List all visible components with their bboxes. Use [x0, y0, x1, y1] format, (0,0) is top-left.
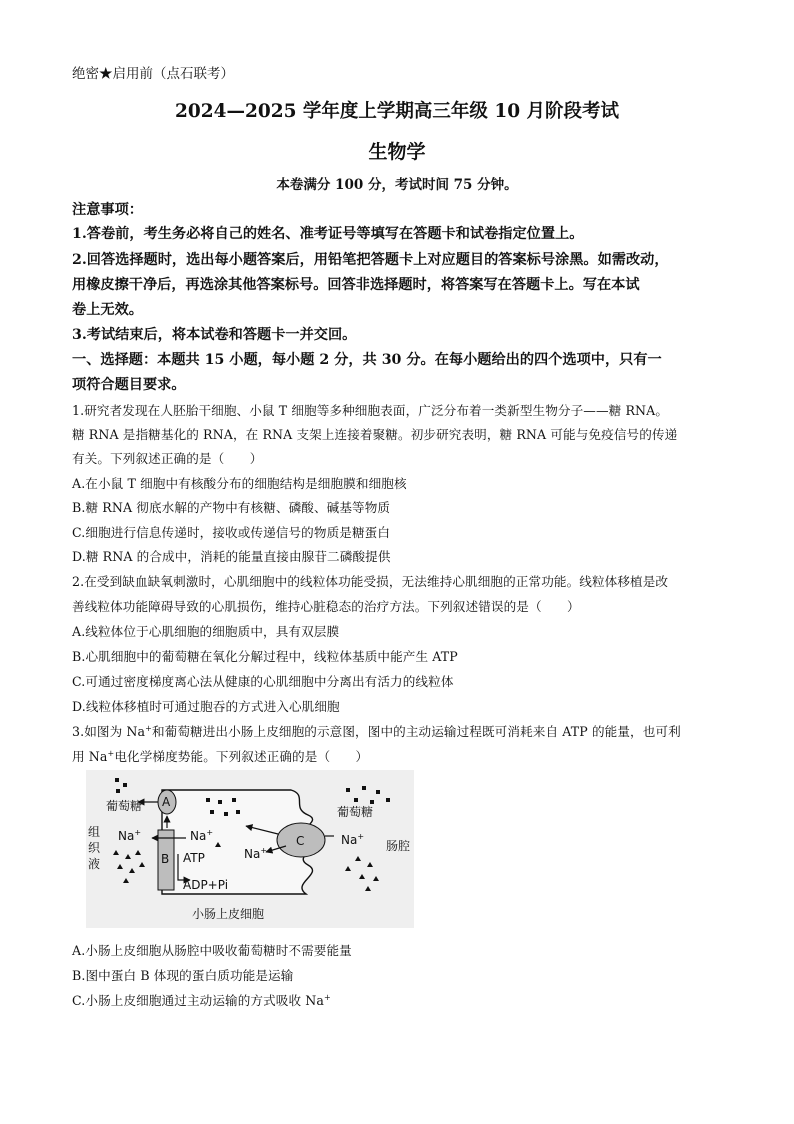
q1-stem-line-2: 糖 RNA 是指糖基化的 RNA，在 RNA 支架上连接着聚糖。初步研究表明，糖 RNA 可能与免疫信号的传递: [72, 427, 678, 442]
q1-stem-line-3: 有关。下列叙述正确的是（ ）: [72, 451, 263, 466]
q2-option-a: A.线粒体位于心肌细胞的细胞质中，具有双层膜: [72, 624, 340, 639]
note-2-line-2: 用橡皮擦干净后，再选涂其他答案标号。回答非选择题时，将答案写在答题卡上。写在本试: [72, 277, 640, 293]
glucose-right-label: 葡萄糖: [337, 805, 374, 819]
q2-option-b: B.心肌细胞中的葡萄糖在氧化分解过程中，线粒体基质中能产生 ATP: [72, 649, 458, 664]
q1-stem-line-1: 1.研究者发现在人胚胎干细胞、小鼠 T 细胞等多种细胞表面，广泛分布着一类新型生物分子——糖 RNA。: [72, 403, 669, 418]
tissue-fluid-char-1: 组: [88, 825, 101, 839]
q3-option-b: B.图中蛋白 B 体现的蛋白质功能是运输: [72, 968, 294, 983]
tissue-fluid-char-3: 液: [88, 857, 101, 871]
na-label-left: Na+: [118, 828, 142, 843]
na-label-right: Na+: [341, 832, 365, 847]
note-1: 1.答卷前，考生务必将自己的姓名、准考证号等填写在答题卡和试卷指定位置上。: [72, 226, 584, 242]
section-1-line-2: 项符合题目要求。: [72, 377, 186, 393]
q1-option-a: A.在小鼠 T 细胞中有核酸分布的细胞结构是细胞膜和细胞核: [72, 476, 407, 491]
na-label-inside: Na+: [190, 828, 214, 843]
note-2-line-3: 卷上无效。: [72, 302, 143, 318]
score-info: 本卷满分 100 分，考试时间 75 分钟。: [276, 177, 518, 193]
q2-option-d: D.线粒体移植时可通过胞吞的方式进入心肌细胞: [72, 699, 340, 714]
q1-option-d: D.糖 RNA 的合成中，消耗的能量直接由腺苷二磷酸提供: [72, 549, 391, 564]
tissue-fluid-char-2: 织: [88, 841, 101, 855]
q3-option-a: A.小肠上皮细胞从肠腔中吸收葡萄糖时不需要能量: [72, 943, 352, 958]
note-2-line-1: 2.回答选择题时，选出每小题答案后，用铅笔把答题卡上对应题目的答案标号涂黑。如需改动，: [72, 252, 669, 268]
q2-stem-line-2: 善线粒体功能障碍导致的心肌损伤，维持心脏稳态的治疗方法。下列叙述错误的是（ ）: [72, 599, 580, 614]
q3-stem-line-1: 3.如图为 Na+和葡萄糖进出小肠上皮细胞的示意图，图中的主动运输过程既可消耗来自 ATP 的能量，也可利: [72, 723, 681, 739]
confidential-tag: 绝密★启用前（点石联考）: [72, 66, 234, 82]
q3-option-c: C.小肠上皮细胞通过主动运输的方式吸收 Na+: [72, 992, 331, 1008]
intestine-lumen-label: 肠腔: [386, 839, 411, 853]
q1-option-c: C.细胞进行信息传递时，接收或传递信号的物质是糖蛋白: [72, 525, 391, 540]
cell-caption: 小肠上皮细胞: [192, 907, 265, 921]
protein-c-label: C: [296, 834, 305, 848]
q2-stem-line-1: 2.在受到缺血缺氧刺激时，心肌细胞中的线粒体功能受损，无法维持心肌细胞的正常功能。线粒体移植是改: [72, 574, 669, 589]
adp-label: ADP+Pi: [183, 878, 229, 892]
glucose-left-label: 葡萄糖: [106, 799, 143, 813]
q2-option-c: C.可通过密度梯度离心法从健康的心肌细胞中分离出有活力的线粒体: [72, 674, 454, 689]
note-3: 3.考试结束后，将本试卷和答题卡一并交回。: [72, 327, 357, 343]
q3-stem-line-2: 用 Na+电化学梯度势能。下列叙述正确的是（ ）: [72, 748, 369, 764]
q1-option-b: B.糖 RNA 彻底水解的产物中有核糖、磷酸、碱基等物质: [72, 500, 391, 515]
subject-title: 生物学: [368, 141, 426, 163]
protein-b-label: B: [161, 852, 170, 866]
intestinal-cell-transport-diagram: [86, 770, 414, 928]
protein-a-label: A: [162, 795, 171, 809]
section-1-line-1: 一、选择题：本题共 15 小题，每小题 2 分，共 30 分。在每小题给出的四个选项中，只有一: [72, 352, 662, 368]
notes-heading: 注意事项：: [72, 202, 143, 218]
na-label-near-c: Na+: [244, 846, 268, 861]
atp-label: ATP: [183, 851, 205, 865]
exam-title: 2024—2025 学年度上学期高三年级 10 月阶段考试: [174, 101, 620, 122]
